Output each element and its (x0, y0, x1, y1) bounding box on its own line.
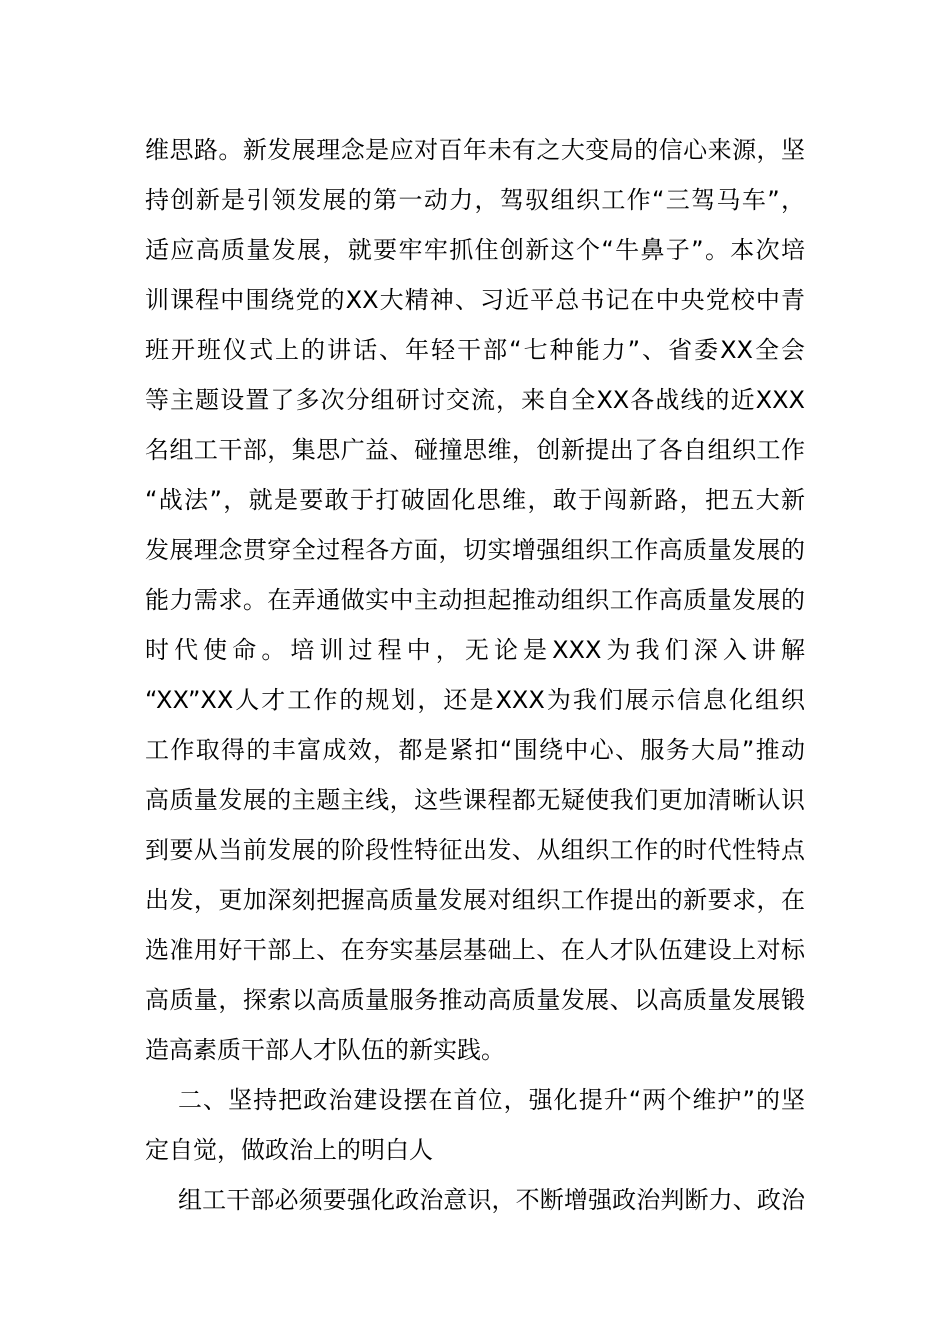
body-text-line: 高质量发展的主题主线，这些课程都无疑使我们更加清晰认识 (145, 786, 805, 814)
body-text-line: 维思路。新发展理念是应对百年未有之大变局的信心来源，坚 (145, 136, 805, 164)
section-heading-line: 二、坚持把政治建设摆在首位，强化提升“两个维护”的坚 (178, 1086, 805, 1114)
body-text-line: 发展理念贯穿全过程各方面，切实增强组织工作高质量发展的 (145, 536, 805, 564)
body-text-line: 高质量，探索以高质量服务推动高质量发展、以高质量发展锻 (145, 986, 805, 1014)
body-text-line: 选准用好干部上、在夯实基层基础上、在人才队伍建设上对标 (145, 936, 805, 964)
body-text-line: 工作取得的丰富成效，都是紧扣“围绕中心、服务大局”推动 (145, 736, 805, 764)
body-text-line: 出发，更加深刻把握高质量发展对组织工作提出的新要求，在 (145, 886, 805, 914)
body-text-line: “战法”，就是要敢于打破固化思维，敢于闯新路，把五大新 (145, 486, 805, 514)
body-text-line: 名组工干部，集思广益、碰撞思维，创新提出了各自组织工作 (145, 436, 805, 464)
body-text-line: 适应高质量发展，就要牢牢抓住创新这个“牛鼻子”。本次培 (145, 236, 805, 264)
body-text-line: 班开班仪式上的讲话、年轻干部“七种能力”、省委XX全会 (145, 336, 805, 364)
body-text-line: 到要从当前发展的阶段性特征出发、从组织工作的时代性特点 (145, 836, 805, 864)
body-text-line: 造高素质干部人才队伍的新实践。 (145, 1036, 505, 1064)
section-heading-line: 定自觉，做政治上的明白人 (145, 1136, 433, 1164)
body-text-line: 等主题设置了多次分组研讨交流，来自全XX各战线的近XXX (145, 386, 805, 414)
body-text-line: 持创新是引领发展的第一动力，驾驭组织工作“三驾马车”， (145, 186, 805, 214)
body-text-line: “XX”XX人才工作的规划，还是XXX为我们展示信息化组织 (145, 686, 805, 714)
body-text-line: 训课程中围绕党的XX大精神、习近平总书记在中央党校中青 (145, 286, 805, 314)
body-text-line: 时代使命。培训过程中，无论是XXX为我们深入讲解 (145, 636, 805, 664)
body-text-line: 能力需求。在弄通做实中主动担起推动组织工作高质量发展的 (145, 586, 805, 614)
body-text-line: 组工干部必须要强化政治意识，不断增强政治判断力、政治 (178, 1186, 805, 1214)
